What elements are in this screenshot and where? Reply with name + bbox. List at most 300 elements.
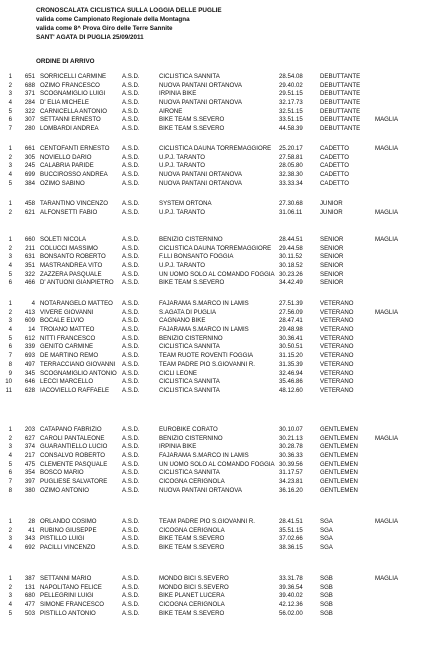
finish-time: 30.50.51: [279, 343, 303, 351]
rider-name: NAPOLITANO FELICE: [40, 583, 102, 591]
bib-number: 322: [24, 107, 35, 115]
category: SGB: [320, 609, 333, 617]
finish-time: 28.47.41: [279, 317, 303, 325]
category: VETERANO: [320, 360, 354, 368]
rider-name: CALABRIA PARIDE: [40, 162, 94, 170]
finish-time: 25.20.17: [279, 145, 303, 152]
rider-name: TARANTINO VINCENZO: [40, 200, 108, 207]
team-name: SYSTEM ORTONA: [159, 200, 212, 207]
result-row: [0, 309, 444, 318]
result-row: [0, 592, 444, 601]
result-row: [0, 452, 444, 461]
result-row: [0, 361, 444, 370]
rider-name: ZAZZERA PASQUALE: [40, 270, 102, 278]
finish-time: 33.51.15: [279, 116, 303, 124]
team-name: BIKE TEAM S.SEVERO: [159, 609, 225, 617]
result-row: [0, 435, 444, 444]
jersey-note: MAGLIA: [375, 434, 399, 442]
rider-name: IACOVIELLO RAFFAELE: [40, 386, 110, 394]
category: SENIOR: [320, 236, 344, 243]
position: 7: [8, 125, 12, 133]
bib-number: 284: [24, 99, 35, 107]
finish-time: 30.18.52: [279, 262, 303, 270]
finish-time: 34.23.81: [279, 478, 303, 486]
position: 4: [8, 171, 12, 179]
jersey-note: MAGLIA: [375, 236, 399, 243]
category: DEBUTTANTE: [320, 116, 361, 124]
bib-number: 477: [24, 601, 35, 609]
finish-time: 32.17.73: [279, 99, 303, 107]
rider-name: SOLETI NICOLA: [40, 236, 87, 243]
rider-name: PACILLI VINCENZO: [40, 544, 96, 552]
bib-number: 413: [24, 308, 35, 316]
team-name: AIRONE: [159, 107, 183, 115]
bib-number: 339: [24, 343, 35, 351]
result-row: [0, 154, 444, 163]
finish-time: 28.05.80: [279, 162, 303, 170]
rider-name: CONSALVO ROBERTO: [40, 452, 106, 460]
jersey-note: MAGLIA: [375, 308, 399, 316]
bib-number: 305: [24, 153, 35, 161]
finish-time: 29.48.98: [279, 326, 303, 334]
finish-time: 39.36.54: [279, 583, 303, 591]
finish-time: 28.41.51: [279, 518, 303, 525]
club-type: A.S.D.: [122, 452, 140, 460]
rider-name: OZIMO FRANCESCO: [40, 81, 100, 89]
category: SENIOR: [320, 262, 344, 270]
club-type: A.S.D.: [122, 253, 140, 261]
position: 1: [8, 518, 12, 525]
finish-time: 48.12.60: [279, 386, 303, 394]
team-name: CICLISTICA SANNITA: [159, 343, 220, 351]
result-row: [0, 271, 444, 280]
club-type: A.S.D.: [122, 162, 140, 170]
club-type: A.S.D.: [122, 352, 140, 360]
position: 2: [8, 583, 12, 591]
finish-time: 27.51.39: [279, 300, 303, 307]
position: 1: [8, 236, 12, 243]
jersey-note: MAGLIA: [375, 145, 399, 152]
result-row: [0, 478, 444, 487]
order-heading: ORDINE DI ARRIVO: [36, 58, 95, 65]
result-row: [0, 352, 444, 361]
rider-name: PELLEGRINI LUIGI: [40, 592, 94, 600]
team-name: MONDO BICI S.SEVERO: [159, 575, 229, 582]
position: 9: [8, 369, 12, 377]
category: SENIOR: [320, 253, 344, 261]
result-row: [0, 262, 444, 271]
position: 1: [8, 575, 12, 582]
result-row: [0, 544, 444, 553]
finish-time: 31.06.11: [279, 208, 303, 216]
position: 3: [8, 592, 12, 600]
position: 3: [8, 253, 12, 261]
finish-time: 32.51.15: [279, 107, 303, 115]
category: GENTLEMEN: [320, 443, 358, 451]
category-section: [0, 145, 444, 188]
team-name: NUOVA PANTANI ORTANOVA: [159, 179, 242, 187]
bib-number: 646: [24, 378, 35, 386]
result-row: [0, 317, 444, 326]
team-name: NUOVA PANTANI ORTANOVA: [159, 99, 242, 107]
team-name: CICOGNA CERIGNOLA: [159, 601, 225, 609]
club-type: A.S.D.: [122, 443, 140, 451]
club-type: A.S.D.: [122, 378, 140, 386]
position: 8: [8, 486, 12, 494]
category: VETERANO: [320, 386, 354, 394]
position: 8: [8, 360, 12, 368]
rider-name: D' ANTUONI GIANPIETRO: [40, 279, 114, 287]
position: 2: [8, 208, 12, 216]
result-row: [0, 116, 444, 125]
bib-number: 397: [24, 478, 35, 486]
result-row: [0, 575, 444, 584]
rider-name: RUBINO GIUSEPPE: [40, 526, 97, 534]
club-type: A.S.D.: [122, 544, 140, 552]
subtitle-tour: valida come 8^ Prova Giro delle Terre Sannite: [36, 25, 173, 32]
position: 1: [8, 426, 12, 433]
finish-time: 35.46.86: [279, 378, 303, 386]
finish-time: 30.10.07: [279, 426, 303, 433]
category: SENIOR: [320, 270, 344, 278]
finish-time: 29.51.15: [279, 90, 303, 98]
team-name: MONDO BICI S.SEVERO: [159, 583, 229, 591]
team-name: BIKE PLANET LUCERA: [159, 592, 225, 600]
bib-number: 621: [24, 208, 35, 216]
team-name: CICOGNA CERIGNOLA: [159, 526, 225, 534]
category: DEBUTTANTE: [320, 73, 361, 80]
bib-number: 211: [25, 244, 35, 252]
jersey-note: MAGLIA: [375, 208, 399, 216]
finish-time: 30.11.52: [279, 253, 303, 261]
position: 6: [8, 343, 12, 351]
bib-number: 631: [24, 253, 35, 261]
position: 1: [8, 73, 12, 80]
rider-name: BOSCO MARIO: [40, 469, 84, 477]
result-row: [0, 443, 444, 452]
team-name: BIKE TEAM S.SEVERO: [159, 116, 225, 124]
document-title: CRONOSCALATA CICLISTICA SULLA LOGGIA DELLE PUGLIE: [36, 7, 222, 14]
rider-name: MASTRANDREA VITO: [40, 262, 103, 270]
rider-name: PISTILLO ANTONIO: [40, 609, 96, 617]
finish-time: 35.51.15: [279, 526, 303, 534]
club-type: A.S.D.: [122, 575, 140, 582]
result-row: [0, 236, 444, 245]
bib-number: 651: [24, 73, 35, 80]
result-row: [0, 487, 444, 496]
category: CADETTO: [320, 145, 350, 152]
finish-time: 27.30.68: [279, 200, 303, 207]
result-row: [0, 162, 444, 171]
category: SGA: [320, 526, 333, 534]
club-type: A.S.D.: [122, 478, 140, 486]
club-type: A.S.D.: [122, 426, 140, 433]
team-name: NUOVA PANTANI ORTANOVA: [159, 486, 242, 494]
rider-name: ORLANDO COSIMO: [40, 518, 97, 525]
rider-name: SCOGNAMIGLIO LUIGI: [40, 90, 106, 98]
club-type: A.S.D.: [122, 262, 140, 270]
team-name: CICLISTICA SANNITA: [159, 73, 220, 80]
position: 5: [8, 179, 12, 187]
category-section: [0, 426, 444, 496]
club-type: A.S.D.: [122, 200, 140, 207]
rider-name: TERRACCIANO GIOVANNI: [40, 360, 116, 368]
position: 5: [8, 460, 12, 468]
category: SGB: [320, 575, 333, 582]
rider-name: CARNICELLA ANTONIO: [40, 107, 107, 115]
club-type: A.S.D.: [122, 99, 140, 107]
category-section: [0, 73, 444, 134]
rider-name: SETTANNI MARIO: [40, 575, 92, 582]
position: 5: [8, 334, 12, 342]
team-name: NUOVA PANTANI ORTANOVA: [159, 171, 242, 179]
team-name: CICLISTICA SANNITA: [159, 469, 220, 477]
finish-time: 33.33.34: [279, 179, 303, 187]
finish-time: 29.40.02: [279, 81, 303, 89]
club-type: A.S.D.: [122, 360, 140, 368]
club-type: A.S.D.: [122, 369, 140, 377]
team-name: IRPINIA BIKE: [159, 90, 197, 98]
club-type: A.S.D.: [122, 81, 140, 89]
category: VETERANO: [320, 343, 354, 351]
finish-time: 33.31.78: [279, 575, 303, 582]
position: 3: [8, 90, 12, 98]
category-section: [0, 518, 444, 553]
club-type: A.S.D.: [122, 145, 140, 152]
result-row: [0, 378, 444, 387]
category: SGA: [320, 544, 333, 552]
category: CADETTO: [320, 179, 350, 187]
rider-name: SIMONE FRANCESCO: [40, 601, 104, 609]
result-row: [0, 125, 444, 134]
club-type: A.S.D.: [122, 535, 140, 543]
team-name: BENIZIO CISTERNINO: [159, 434, 223, 442]
team-name: TEAM RUOTE ROVENTI FOGGIA: [159, 352, 254, 360]
category: DEBUTTANTE: [320, 90, 361, 98]
bib-number: 245: [24, 162, 35, 170]
rider-name: NITTI FRANCESCO: [40, 334, 96, 342]
finish-time: 30.21.13: [279, 434, 303, 442]
subtitle-championship: valida come Campionato Regionale della Montagna: [36, 16, 190, 23]
category: VETERANO: [320, 300, 354, 307]
bib-number: 343: [24, 535, 35, 543]
team-name: BENIZIO CISTERNINO: [159, 236, 223, 243]
event-location-date: SANT' AGATA DI PUGLIA 25/09/2011: [36, 34, 144, 41]
result-row: [0, 99, 444, 108]
rider-name: DE MARTINO REMO: [40, 352, 99, 360]
category: VETERANO: [320, 326, 354, 334]
club-type: A.S.D.: [122, 300, 140, 307]
rider-name: SETTANNI ERNESTO: [40, 116, 101, 124]
team-name: NUOVA PANTANI ORTANOVA: [159, 81, 242, 89]
finish-time: 32.38.30: [279, 171, 303, 179]
bib-number: 307: [24, 116, 35, 124]
rider-name: PISTILLO LUIGI: [40, 535, 85, 543]
club-type: A.S.D.: [122, 326, 140, 334]
bib-number: 354: [24, 469, 35, 477]
rider-name: GENITO CARMINE: [40, 343, 94, 351]
category: GENTLEMEN: [320, 426, 358, 433]
position: 6: [8, 116, 12, 124]
category: CADETTO: [320, 171, 350, 179]
bib-number: 280: [24, 125, 35, 133]
category: SGA: [320, 518, 333, 525]
category-section: [0, 300, 444, 396]
rider-name: PUGLIESE SALVATORE: [40, 478, 108, 486]
team-name: BIKE TEAM S.SEVERO: [159, 279, 225, 287]
result-row: [0, 90, 444, 99]
rider-name: TROIANO MATTEO: [40, 326, 95, 334]
finish-time: 56.02.00: [279, 609, 303, 617]
bib-number: 475: [24, 460, 35, 468]
category: VETERANO: [320, 352, 354, 360]
position: 5: [8, 270, 12, 278]
team-name: CICOGNA CERIGNOLA: [159, 478, 225, 486]
team-name: U.P.J. TARANTO: [159, 262, 205, 270]
result-row: [0, 601, 444, 610]
category: DEBUTTANTE: [320, 99, 361, 107]
result-row: [0, 370, 444, 379]
category: GENTLEMEN: [320, 469, 358, 477]
team-name: BENIZIO CISTERNINO: [159, 334, 223, 342]
category: JUNIOR: [320, 200, 343, 207]
team-name: EUROBIKE CORATO: [159, 426, 218, 433]
finish-time: 34.42.49: [279, 279, 303, 287]
jersey-note: MAGLIA: [375, 116, 399, 124]
jersey-note: MAGLIA: [375, 518, 399, 525]
category: CADETTO: [320, 162, 350, 170]
category: SGB: [320, 592, 333, 600]
bib-number: 41: [28, 526, 35, 534]
bib-number: 322: [24, 270, 35, 278]
bib-number: 612: [24, 334, 35, 342]
bib-number: 660: [24, 236, 35, 243]
team-name: FAJARAMA S.MARCO IN LAMIS: [159, 452, 249, 460]
club-type: A.S.D.: [122, 317, 140, 325]
category: VETERANO: [320, 334, 354, 342]
result-row: [0, 584, 444, 593]
position: 3: [8, 443, 12, 451]
position: 4: [8, 262, 12, 270]
position: 7: [8, 352, 12, 360]
position: 6: [8, 279, 12, 287]
result-row: [0, 108, 444, 117]
bib-number: 203: [24, 426, 35, 433]
club-type: A.S.D.: [122, 244, 140, 252]
rider-name: CAROLI PANTALEONE: [40, 434, 105, 442]
bib-number: 458: [24, 200, 35, 207]
bib-number: 131: [24, 583, 35, 591]
team-name: CICLI LEONE: [159, 369, 197, 377]
club-type: A.S.D.: [122, 583, 140, 591]
bib-number: 28: [28, 518, 35, 525]
team-name: TEAM PADRE PIO S.GIOVANNI R.: [159, 360, 255, 368]
bib-number: 345: [24, 369, 35, 377]
bib-number: 466: [24, 279, 35, 287]
bib-number: 387: [24, 575, 35, 582]
category: VETERANO: [320, 378, 354, 386]
result-row: [0, 326, 444, 335]
rider-name: OZIMO SABINO: [40, 179, 85, 187]
category: GENTLEMEN: [320, 460, 358, 468]
finish-time: 42.12.36: [279, 601, 303, 609]
rider-name: CENTOFANTI ERNESTO: [40, 145, 110, 152]
position: 3: [8, 535, 12, 543]
bib-number: 497: [24, 360, 35, 368]
finish-time: 31.15.20: [279, 352, 303, 360]
position: 3: [8, 317, 12, 325]
rider-name: COLUCCI MASSIMO: [40, 244, 98, 252]
bib-number: 217: [24, 452, 35, 460]
result-row: [0, 82, 444, 91]
club-type: A.S.D.: [122, 153, 140, 161]
position: 2: [8, 244, 12, 252]
position: 2: [8, 153, 12, 161]
team-name: CICLISTICA DAUNA TORREMAGGIORE: [159, 244, 272, 252]
bib-number: 693: [24, 352, 35, 360]
finish-time: 32.46.94: [279, 369, 303, 377]
position: 4: [8, 601, 12, 609]
result-row: [0, 209, 444, 218]
club-type: A.S.D.: [122, 308, 140, 316]
result-row: [0, 610, 444, 619]
finish-time: 38.36.15: [279, 544, 303, 552]
club-type: A.S.D.: [122, 73, 140, 80]
club-type: A.S.D.: [122, 460, 140, 468]
category: SGB: [320, 583, 333, 591]
team-name: CICLISTICA DAUNA TORREMAGGIORE: [159, 145, 272, 152]
team-name: U.P.J. TARANTO: [159, 208, 205, 216]
result-row: [0, 461, 444, 470]
finish-time: 28.54.08: [279, 73, 303, 80]
team-name: U.P.J. TARANTO: [159, 153, 205, 161]
club-type: A.S.D.: [122, 469, 140, 477]
club-type: A.S.D.: [122, 125, 140, 133]
rider-name: BUCCIROSSO ANDREA: [40, 171, 108, 179]
position: 1: [8, 145, 12, 152]
club-type: A.S.D.: [122, 601, 140, 609]
finish-time: 31.35.39: [279, 360, 303, 368]
bib-number: 699: [24, 171, 35, 179]
bib-number: 628: [24, 386, 35, 394]
category-section: [0, 236, 444, 288]
jersey-note: MAGLIA: [375, 575, 399, 582]
result-row: [0, 387, 444, 396]
category: GENTLEMEN: [320, 434, 358, 442]
club-type: A.S.D.: [122, 526, 140, 534]
finish-time: 44.58.39: [279, 125, 303, 133]
bib-number: 371: [24, 90, 35, 98]
position: 5: [8, 107, 12, 115]
position: 11: [5, 386, 12, 394]
bib-number: 627: [24, 434, 35, 442]
category: VETERANO: [320, 317, 354, 325]
rider-name: NOVIELLO DARIO: [40, 153, 92, 161]
rider-name: BONSANTO ROBERTO: [40, 253, 106, 261]
category: DEBUTTANTE: [320, 125, 361, 133]
club-type: A.S.D.: [122, 518, 140, 525]
bib-number: 374: [24, 443, 35, 451]
position: 6: [8, 469, 12, 477]
category: SENIOR: [320, 279, 344, 287]
club-type: A.S.D.: [122, 592, 140, 600]
finish-time: 39.40.02: [279, 592, 303, 600]
category: CADETTO: [320, 153, 350, 161]
category: VETERANO: [320, 369, 354, 377]
bib-number: 661: [24, 145, 35, 152]
bib-number: 351: [24, 262, 35, 270]
bib-number: 503: [24, 609, 35, 617]
